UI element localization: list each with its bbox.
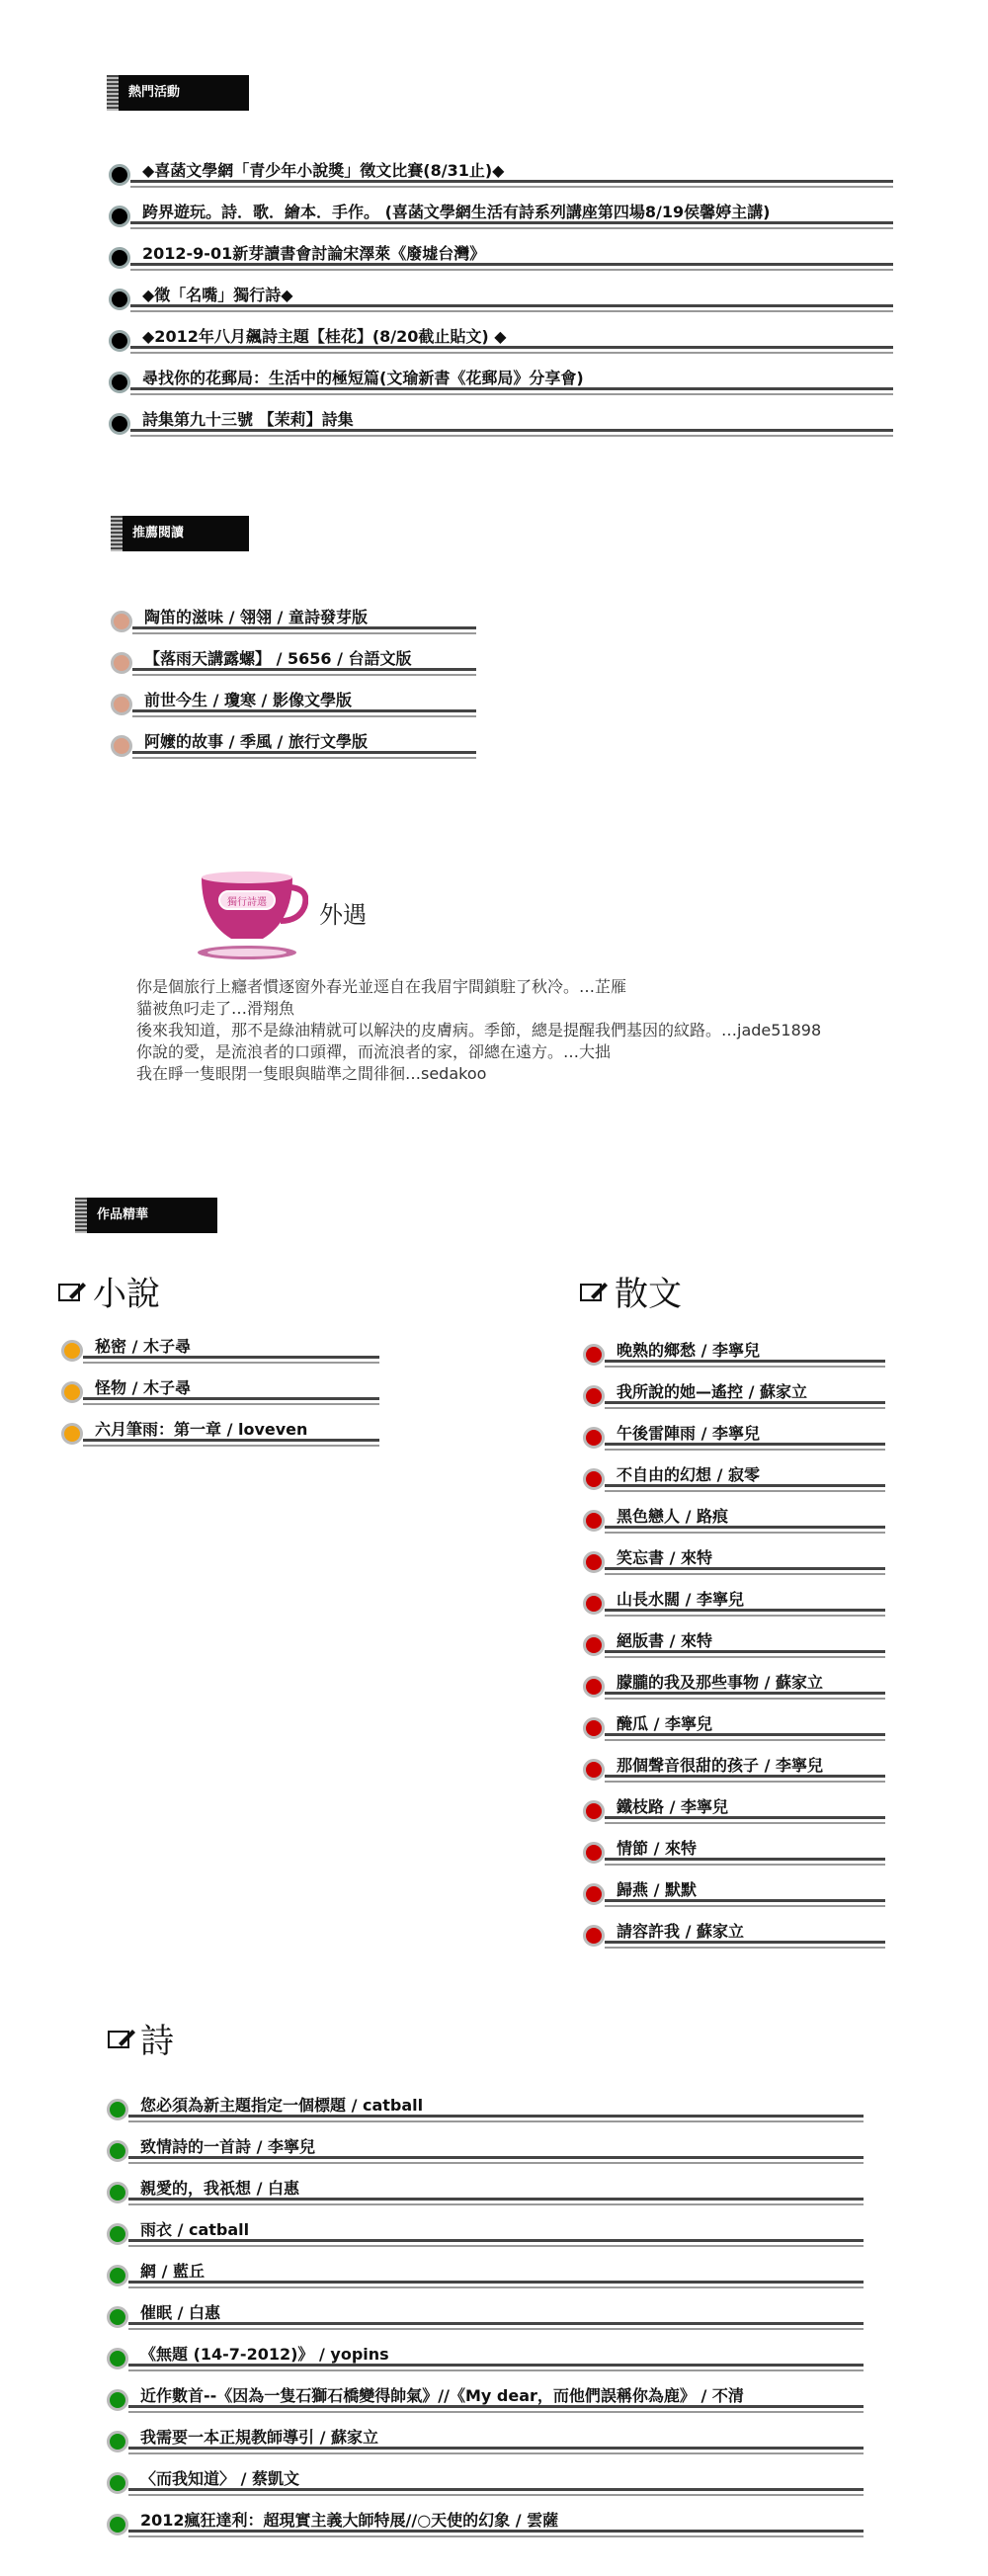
quote-line: 我在睜一隻眼閉一隻眼與瞄準之間徘徊…sedakoo	[136, 1064, 487, 1083]
underline	[605, 1899, 885, 1902]
underline	[128, 2488, 864, 2491]
hot-event-link[interactable]: 尋找你的花郵局：生活中的極短篇(文瑜新書《花郵局》分享會)	[142, 369, 584, 387]
underline	[128, 2322, 864, 2325]
underline	[128, 2494, 864, 2496]
edit-note-icon	[579, 1281, 609, 1304]
hot-events-tag	[107, 75, 249, 111]
underline	[132, 674, 476, 676]
underline	[605, 1615, 885, 1617]
recommend-link[interactable]: 陶笛的滋味 / 翎翎 / 童詩發芽版	[144, 608, 368, 626]
recommend-link[interactable]: 前世今生 / 瓊寒 / 影像文學版	[144, 691, 352, 709]
underline	[605, 1360, 885, 1363]
bullet-icon	[61, 1340, 83, 1362]
poem-link[interactable]: 致情詩的一首詩 / 李寧兒	[140, 2137, 315, 2156]
bullet-icon	[107, 2140, 128, 2162]
underline	[132, 757, 476, 759]
hot-event-link[interactable]: ◆徵「名嘴」獨行詩◆	[142, 286, 293, 304]
underline	[605, 1567, 885, 1570]
underline	[128, 2281, 864, 2284]
bullet-icon	[583, 1551, 605, 1573]
bullet-icon	[107, 2306, 128, 2328]
underline	[605, 1941, 885, 1944]
recommend-link[interactable]: 【落雨天講露螺】 / 5656 / 台語文版	[144, 649, 412, 668]
bullet-icon	[109, 330, 130, 352]
underline	[128, 2447, 864, 2450]
underline	[132, 751, 476, 754]
hot-events-tag-label: 熱門活動	[128, 85, 181, 100]
underline	[130, 352, 893, 354]
bullet-icon	[583, 1759, 605, 1781]
bullet-icon	[109, 372, 130, 393]
bullet-icon	[583, 1468, 605, 1490]
novel-link[interactable]: 秘密 / 木子尋	[95, 1337, 191, 1356]
bullet-icon	[109, 164, 130, 186]
quote-line: 你是個旅行上癮者慣逐窗外春光並逕自在我眉宇間鎖駐了秋冷。…芷雁	[136, 977, 627, 996]
bullet-icon	[583, 1634, 605, 1656]
underline	[128, 2120, 864, 2122]
bullet-icon	[111, 735, 132, 757]
bullet-icon	[107, 2348, 128, 2369]
underline	[605, 1609, 885, 1612]
underline	[128, 2328, 864, 2330]
edit-note-icon	[57, 1281, 87, 1304]
underline	[130, 304, 893, 307]
prose-link[interactable]: 黑色戀人 / 路痕	[617, 1507, 728, 1526]
underline	[132, 709, 476, 712]
underline	[128, 2364, 864, 2367]
quote-line: 貓被魚叼走了…滑翔魚	[136, 999, 295, 1018]
underline	[605, 1526, 885, 1529]
underline	[130, 221, 893, 224]
recommend-tag	[111, 516, 249, 551]
poem-link[interactable]: 親愛的，我祇想 / 白惠	[140, 2179, 299, 2198]
works-tag-label: 作品精華	[97, 1207, 149, 1222]
bullet-icon	[109, 247, 130, 269]
recommend-link[interactable]: 阿嬤的故事 / 季風 / 旅行文學版	[144, 732, 368, 751]
prose-title: 散文	[615, 1275, 682, 1314]
underline	[605, 1822, 885, 1824]
novel-title: 小說	[93, 1275, 160, 1314]
cup-title[interactable]: 外遇	[319, 901, 367, 929]
underline	[605, 1733, 885, 1736]
prose-link[interactable]: 情節 / 來特	[617, 1839, 697, 1858]
prose-link[interactable]: 山長水闊 / 李寧兒	[617, 1590, 744, 1609]
underline	[83, 1362, 379, 1364]
bullet-icon	[583, 1925, 605, 1947]
hot-event-link[interactable]: 跨界遊玩。詩．歌．繪本．手作。 (喜菡文學網生活有詩系列講座第四場8/19侯馨婷主講)	[142, 203, 771, 221]
underline	[128, 2452, 864, 2454]
underline	[605, 1484, 885, 1487]
underline	[605, 1449, 885, 1451]
underline	[130, 263, 893, 266]
bullet-icon	[107, 2099, 128, 2120]
quote-line: 後來我知道，那不是綠油精就可以解決的皮膚病。季節，總是提醒我們基因的紋路。…jade51898	[136, 1021, 822, 1039]
underline	[605, 1864, 885, 1866]
underline	[605, 1781, 885, 1783]
prose-link[interactable]: 歸燕 / 默默	[617, 1880, 697, 1899]
underline	[605, 1407, 885, 1409]
prose-link[interactable]: 請容許我 / 蘇家立	[617, 1922, 744, 1941]
bullet-icon	[107, 2265, 128, 2286]
prose-link[interactable]: 朦朧的我及那些事物 / 蘇家立	[617, 1673, 823, 1692]
underline	[128, 2535, 864, 2537]
bullet-icon	[107, 2223, 128, 2245]
bullet-icon	[107, 2182, 128, 2203]
poem-link[interactable]: 2012瘋狂達利：超現實主義大師特展//○天使的幻象 / 雲薩	[140, 2511, 559, 2530]
bullet-icon	[583, 1883, 605, 1905]
underline	[128, 2239, 864, 2242]
underline	[605, 1532, 885, 1534]
bullet-icon	[107, 2514, 128, 2535]
novel-link[interactable]: 怪物 / 木子尋	[95, 1378, 191, 1397]
underline	[130, 435, 893, 437]
bullet-icon	[111, 652, 132, 674]
bullet-icon	[583, 1510, 605, 1532]
underline	[130, 429, 893, 432]
prose-link[interactable]: 午後雷陣雨 / 李寧兒	[617, 1424, 760, 1443]
prose-link[interactable]: 我所說的她—遙控 / 蘇家立	[617, 1382, 807, 1401]
underline	[130, 269, 893, 271]
underline	[130, 387, 893, 390]
underline	[132, 632, 476, 634]
underline	[128, 2530, 864, 2533]
underline	[605, 1947, 885, 1949]
prose-link[interactable]: 鐵枝路 / 李寧兒	[617, 1797, 728, 1816]
underline	[83, 1445, 379, 1447]
underline	[83, 1403, 379, 1405]
underline	[605, 1698, 885, 1700]
underline	[130, 227, 893, 229]
underline	[128, 2286, 864, 2288]
underline	[130, 310, 893, 312]
underline	[132, 715, 476, 717]
hot-event-link[interactable]: 詩集第九十三號 【茉莉】詩集	[142, 410, 354, 429]
underline	[83, 1439, 379, 1442]
underline	[128, 2162, 864, 2164]
bullet-icon	[107, 2389, 128, 2411]
bullet-icon	[109, 289, 130, 310]
edit-note-icon	[107, 2028, 136, 2051]
underline	[605, 1816, 885, 1819]
underline	[130, 180, 893, 183]
underline	[605, 1490, 885, 1492]
bullet-icon	[583, 1385, 605, 1407]
bullet-icon	[111, 694, 132, 715]
hot-event-link[interactable]: ◆2012年八月飆詩主題【桂花】(8/20截止貼文) ◆	[142, 327, 507, 346]
bullet-icon	[107, 2472, 128, 2494]
bullet-icon	[583, 1344, 605, 1366]
underline	[128, 2156, 864, 2159]
underline	[130, 346, 893, 349]
underline	[605, 1656, 885, 1658]
bullet-icon	[109, 413, 130, 435]
prose-link[interactable]: 絕版書 / 來特	[617, 1631, 712, 1650]
bullet-icon	[61, 1423, 83, 1445]
bullet-icon	[583, 1800, 605, 1822]
recommend-tag-label: 推薦閱讀	[132, 526, 185, 540]
underline	[132, 668, 476, 671]
underline	[605, 1905, 885, 1907]
underline	[128, 2245, 864, 2247]
poem-link[interactable]: 網 / 藍丘	[140, 2262, 205, 2281]
works-tag	[75, 1198, 217, 1233]
underline	[605, 1692, 885, 1695]
cup-label: 獨行詩選	[227, 897, 267, 908]
cup-icon	[194, 870, 308, 960]
underline	[130, 393, 893, 395]
underline	[605, 1650, 885, 1653]
underline	[128, 2405, 864, 2408]
poem-title: 詩	[140, 2022, 174, 2061]
underline	[128, 2369, 864, 2371]
prose-link[interactable]: 笑忘書 / 來特	[617, 1548, 712, 1567]
underline	[605, 1858, 885, 1861]
underline	[605, 1366, 885, 1368]
underline	[130, 186, 893, 188]
poem-link[interactable]: 雨衣 / catball	[140, 2220, 250, 2239]
quotes-block	[136, 976, 821, 1085]
poem-link[interactable]: 催眠 / 白惠	[140, 2303, 220, 2322]
poem-link[interactable]: 您必須為新主題指定一個標題 / catball	[140, 2096, 424, 2115]
underline	[132, 626, 476, 629]
underline	[128, 2115, 864, 2118]
bullet-icon	[109, 206, 130, 227]
bullet-icon	[583, 1427, 605, 1449]
prose-link[interactable]: 晚熟的鄉愁 / 李寧兒	[617, 1341, 760, 1360]
underline	[128, 2411, 864, 2413]
prose-link[interactable]: 醃瓜 / 李寧兒	[617, 1714, 712, 1733]
bullet-icon	[61, 1381, 83, 1403]
quote-line: 你說的愛，是流浪者的口頭禪，而流浪者的家，卻總在遠方。…大拙	[136, 1042, 612, 1061]
hot-event-link[interactable]: ◆喜菡文學網「青少年小說獎」徵文比賽(8/31止)◆	[142, 161, 505, 180]
underline	[605, 1739, 885, 1741]
underline	[605, 1775, 885, 1778]
hot-event-link[interactable]: 2012-9-01新芽讀書會討論宋澤萊《廢墟台灣》	[142, 244, 486, 263]
underline	[128, 2198, 864, 2201]
bullet-icon	[583, 1676, 605, 1698]
poem-link[interactable]: 我需要一本正規教師導引 / 蘇家立	[140, 2428, 378, 2447]
bullet-icon	[583, 1717, 605, 1739]
underline	[83, 1356, 379, 1359]
underline	[605, 1401, 885, 1404]
underline	[605, 1573, 885, 1575]
bullet-icon	[583, 1842, 605, 1864]
prose-link[interactable]: 不自由的幻想 / 寂零	[617, 1465, 760, 1484]
underline	[83, 1397, 379, 1400]
poem-link[interactable]: 《無題 (14-7-2012)》 / yopins	[140, 2345, 389, 2364]
poem-link[interactable]: 近作數首--《因為一隻石獅石橋變得帥氣》//《My dear，而他們誤稱你為鹿》 / 不清	[140, 2386, 744, 2405]
bullet-icon	[583, 1593, 605, 1615]
underline	[128, 2203, 864, 2205]
poem-link[interactable]: 〈而我知道〉 / 蔡凱文	[140, 2469, 299, 2488]
bullet-icon	[107, 2431, 128, 2452]
prose-link[interactable]: 那個聲音很甜的孩子 / 李寧兒	[617, 1756, 823, 1775]
bullet-icon	[111, 611, 132, 632]
novel-link[interactable]: 六月筆雨：第一章 / loveven	[95, 1420, 308, 1439]
underline	[605, 1443, 885, 1446]
